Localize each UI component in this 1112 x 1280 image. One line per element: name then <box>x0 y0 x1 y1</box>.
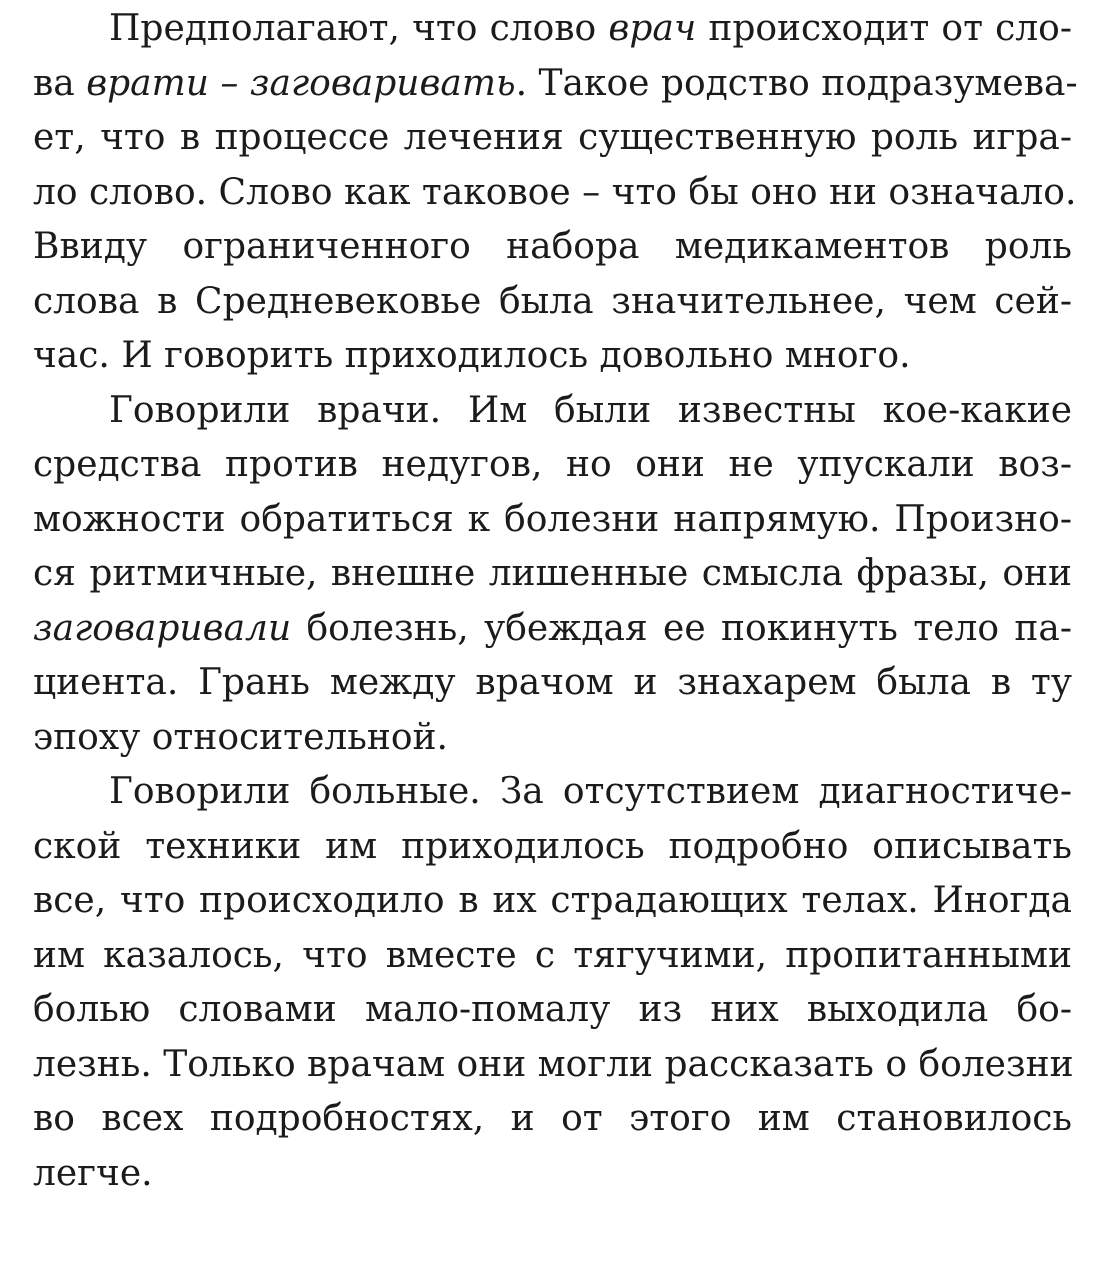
text-line <box>33 57 1078 112</box>
italic-term: врач <box>608 8 697 49</box>
text-run: слова в Средневековье была значительнее, чем сей- <box>33 280 1072 322</box>
text-line <box>33 547 1072 602</box>
text-line <box>33 765 1072 820</box>
text-line <box>33 111 1072 166</box>
text-line <box>33 820 1072 875</box>
text-run: ет, что в процессе лечения существенную роль игра- <box>33 117 1072 158</box>
text-line <box>33 2 1072 57</box>
text-run: Говорили больные. За отсутствием диагностиче- <box>109 771 1072 812</box>
text-line <box>33 874 1072 929</box>
text-run: Предполагают, что слово <box>109 8 609 49</box>
text-run: Ввиду ограниченного набора медикаментов роль <box>33 226 1072 267</box>
italic-term: заговаривали <box>33 607 292 649</box>
text-run: Говорили врачи. Им были известны кое-какие <box>109 389 1072 431</box>
text-run: ской техники им приходилось подробно описывать <box>33 825 1072 867</box>
text-line <box>33 220 1072 275</box>
text-run: ло слово. Слово как таковое – что бы оно ни означало. <box>33 171 1077 213</box>
italic-term: врати – заговаривать <box>86 62 516 104</box>
text-line <box>33 1038 1072 1093</box>
text-line <box>33 166 1077 221</box>
text-line <box>33 711 1072 766</box>
text-run: час. И говорить приходилось довольно много. <box>33 335 911 376</box>
text-line <box>33 656 1072 711</box>
text-line <box>33 384 1072 439</box>
text-run: во всех подробностях, и от этого им становилось <box>33 1098 1072 1139</box>
text-line <box>33 493 1072 548</box>
text-run: циента. Грань между врачом и знахарем была в ту <box>33 662 1072 703</box>
text-run: можности обратиться к болезни напрямую. Произно- <box>33 498 1072 540</box>
text-line <box>33 602 1072 657</box>
text-line <box>33 983 1072 1038</box>
text-run: эпоху относительной. <box>33 716 448 758</box>
paragraph-3 <box>33 765 1072 1201</box>
text-run: ва <box>33 62 87 104</box>
text-line <box>33 275 1072 330</box>
text-line <box>33 438 1072 493</box>
text-run: происходит от сло- <box>696 8 1072 49</box>
text-run: средства против недугов, но они не упускали воз- <box>33 444 1072 485</box>
text-run: им казалось, что вместе с тягучими, пропитанными <box>33 934 1072 976</box>
paragraph-2 <box>33 384 1072 766</box>
text-run: . Такое родство подразумева- <box>515 62 1078 104</box>
text-run: лезнь. Только врачам они могли рассказать о болезни <box>33 1043 1074 1085</box>
text-run: болезнь, убеждая ее покинуть тело па- <box>291 607 1072 649</box>
text-run: ся ритмичные, внешне лишенные смысла фразы, они <box>33 553 1072 594</box>
text-line <box>33 329 1072 384</box>
text-run: легче. <box>33 1152 153 1194</box>
text-line <box>33 929 1072 984</box>
paragraph-1 <box>33 2 1078 384</box>
text-line <box>33 1147 1072 1202</box>
text-line <box>33 1092 1072 1147</box>
text-run: болью словами мало-помалу из них выходила бо- <box>33 989 1072 1030</box>
text-run: все, что происходило в их страдающих телах. Иногда <box>33 880 1072 921</box>
